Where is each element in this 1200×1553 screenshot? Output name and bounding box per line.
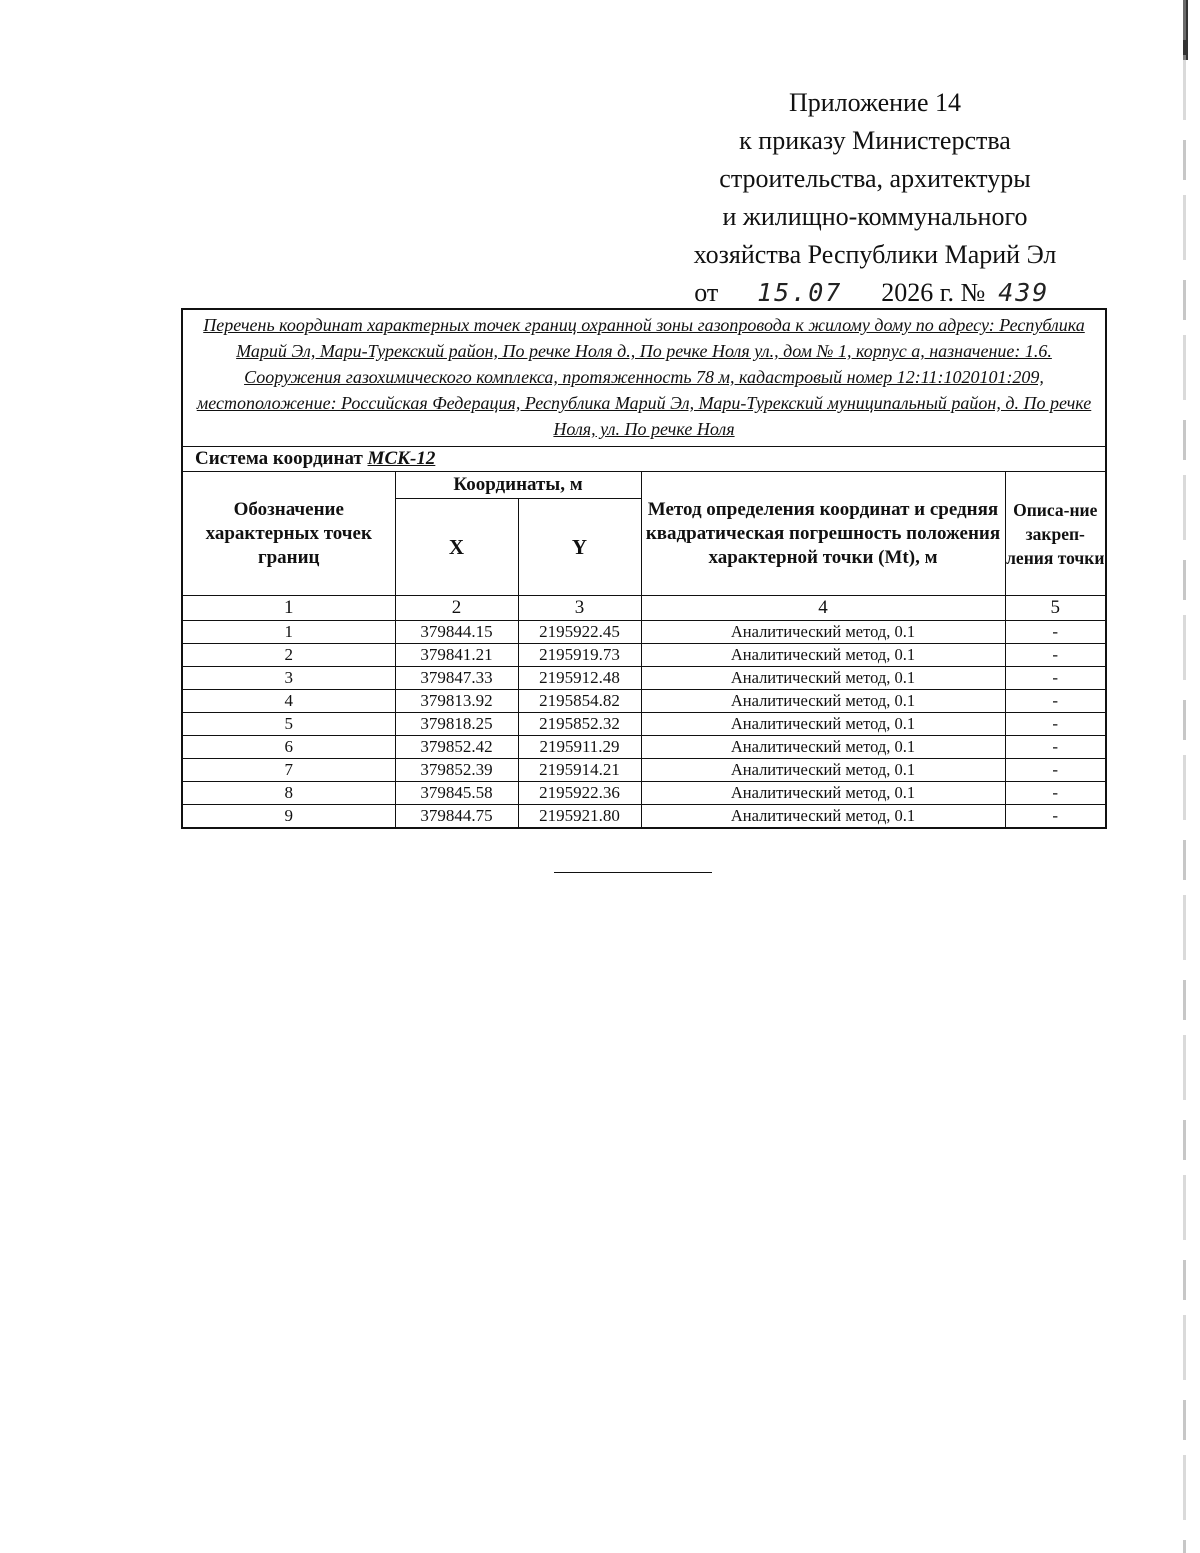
date-prefix: от xyxy=(694,278,719,307)
order-number-field xyxy=(992,278,1056,309)
header-description: Описа-ние закреп-ления точки xyxy=(1005,472,1106,596)
header-x: X xyxy=(395,499,518,596)
cell-point: 9 xyxy=(182,805,395,829)
scan-edge-artifact xyxy=(1183,0,1186,1553)
header-designation: Обозначение характерных точек границ xyxy=(182,472,395,596)
cell-x: 379845.58 xyxy=(395,782,518,805)
cell-description: - xyxy=(1005,736,1106,759)
column-number-row xyxy=(182,596,1106,621)
cell-y: 2195854.82 xyxy=(518,690,641,713)
table-row xyxy=(182,805,1106,829)
table-row xyxy=(182,782,1106,805)
annex-line-ministry: строительства, архитектуры xyxy=(719,164,1031,193)
cell-method: Аналитический метод, 0.1 xyxy=(641,644,1005,667)
cell-description: - xyxy=(1005,644,1106,667)
table-row xyxy=(182,667,1106,690)
cell-description: - xyxy=(1005,690,1106,713)
table-body xyxy=(182,621,1106,829)
cell-method: Аналитический метод, 0.1 xyxy=(641,759,1005,782)
table-title: Перечень координат характерных точек границ охранной зоны газопровода к жилому дому по адресу: Республика Марий Эл, Мари-Турекский район, По речке Ноля д., По речке Ноля ул., дом № 1, корпус а, назначение: 1.6. Сооружения газохимического комплекса, протяженность 78 м, кадастровый номер 12:11:1020101:209, местоположение: Российская Федерация, Республика Марий Эл, Мари-Турекский муниципальный район, д. По речке Ноля, ул. По речке Ноля xyxy=(182,309,1106,447)
table-row xyxy=(182,713,1106,736)
cell-y: 2195914.21 xyxy=(518,759,641,782)
annex-title: Приложение 14 xyxy=(788,88,962,117)
table-row xyxy=(182,759,1106,782)
cell-point: 3 xyxy=(182,667,395,690)
annex-line-housing: и жилищно-коммунального xyxy=(722,202,1028,231)
handwritten-date: 15.07 xyxy=(757,278,843,307)
cell-x: 379818.25 xyxy=(395,713,518,736)
coordinate-system-row xyxy=(182,447,1106,472)
cell-x: 379844.15 xyxy=(395,621,518,644)
column-number-1: 1 xyxy=(182,596,395,621)
column-number-3: 3 xyxy=(518,596,641,621)
table-row xyxy=(182,736,1106,759)
cell-x: 379852.39 xyxy=(395,759,518,782)
annex-line-republic: хозяйства Республики Марий Эл xyxy=(693,240,1057,269)
cell-method: Аналитический метод, 0.1 xyxy=(641,805,1005,829)
cell-x: 379847.33 xyxy=(395,667,518,690)
cell-point: 8 xyxy=(182,782,395,805)
cell-y: 2195921.80 xyxy=(518,805,641,829)
cell-point: 7 xyxy=(182,759,395,782)
cell-description: - xyxy=(1005,759,1106,782)
column-number-2: 2 xyxy=(395,596,518,621)
column-number-5: 5 xyxy=(1005,596,1106,621)
cell-y: 2195922.36 xyxy=(518,782,641,805)
cell-description: - xyxy=(1005,713,1106,736)
handwritten-number: 439 xyxy=(998,278,1050,307)
table-row xyxy=(182,690,1106,713)
cell-method: Аналитический метод, 0.1 xyxy=(641,690,1005,713)
cell-point: 4 xyxy=(182,690,395,713)
cell-point: 2 xyxy=(182,644,395,667)
cell-method: Аналитический метод, 0.1 xyxy=(641,621,1005,644)
cell-point: 5 xyxy=(182,713,395,736)
annex-date-line xyxy=(640,274,1110,312)
cell-y: 2195912.48 xyxy=(518,667,641,690)
year-text: 2026 г. № xyxy=(881,278,986,307)
cell-x: 379841.21 xyxy=(395,644,518,667)
cell-y: 2195852.32 xyxy=(518,713,641,736)
cell-description: - xyxy=(1005,805,1106,829)
coordinate-system-value: МСК-12 xyxy=(367,448,436,469)
header-method: Метод определения координат и средняя квадратическая погрешность положения характерной точки (Mt), м xyxy=(641,472,1005,596)
coordinates-table-wrapper xyxy=(181,308,1105,829)
cell-method: Аналитический метод, 0.1 xyxy=(641,667,1005,690)
table-row xyxy=(182,621,1106,644)
cell-y: 2195911.29 xyxy=(518,736,641,759)
date-field xyxy=(725,278,875,309)
coordinates-table xyxy=(181,308,1107,829)
cell-point: 1 xyxy=(182,621,395,644)
cell-y: 2195919.73 xyxy=(518,644,641,667)
coordinate-system-label: Система координат xyxy=(195,448,363,469)
header-coordinates: Координаты, м xyxy=(395,472,641,499)
cell-method: Аналитический метод, 0.1 xyxy=(641,736,1005,759)
annex-header xyxy=(640,84,1110,312)
cell-x: 379844.75 xyxy=(395,805,518,829)
cell-description: - xyxy=(1005,621,1106,644)
header-y: Y xyxy=(518,499,641,596)
cell-description: - xyxy=(1005,782,1106,805)
cell-method: Аналитический метод, 0.1 xyxy=(641,782,1005,805)
cell-x: 379852.42 xyxy=(395,736,518,759)
cell-y: 2195922.45 xyxy=(518,621,641,644)
table-row xyxy=(182,644,1106,667)
cell-point: 6 xyxy=(182,736,395,759)
cell-description: - xyxy=(1005,667,1106,690)
annex-line-order: к приказу Министерства xyxy=(739,126,1011,155)
cell-method: Аналитический метод, 0.1 xyxy=(641,713,1005,736)
column-number-4: 4 xyxy=(641,596,1005,621)
cell-x: 379813.92 xyxy=(395,690,518,713)
end-of-document-rule xyxy=(554,872,712,873)
